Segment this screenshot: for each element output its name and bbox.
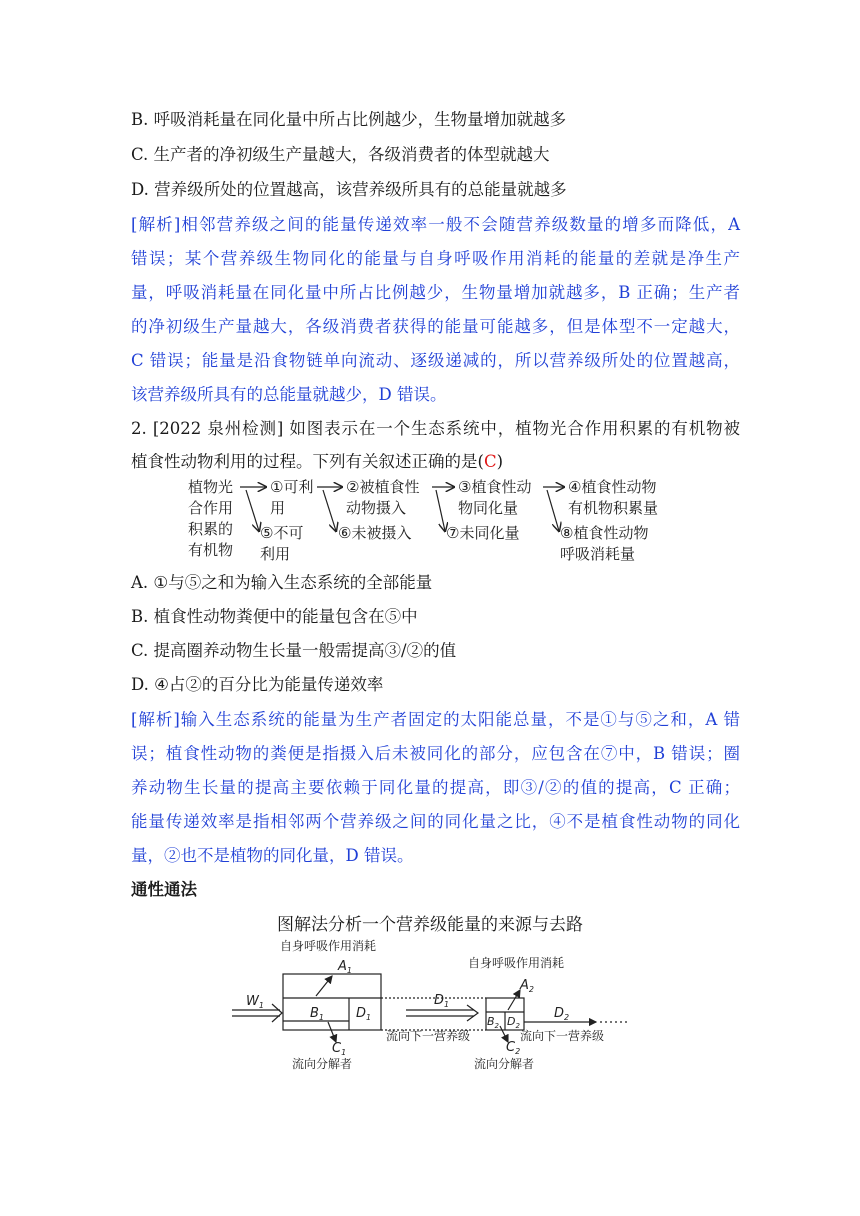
a1-arrow xyxy=(316,976,332,996)
q1-analysis-line: 的净初级生产量越大，各级消费者获得的能量可能越多，但是体型不一定越大， xyxy=(131,317,740,336)
a1-label: $A_1$ xyxy=(338,959,352,975)
flow-arrow xyxy=(547,490,559,531)
decomposer-label-2: 流向分解者 xyxy=(474,1057,535,1071)
flow-node-5b: 利用 xyxy=(260,545,291,563)
decomposer-label-1: 流向分解者 xyxy=(292,1057,353,1071)
flow-node-1b: 用 xyxy=(270,499,286,517)
flow-start-3: 积累的 xyxy=(188,520,234,538)
d2-box-label: $D_2$ xyxy=(507,1015,520,1030)
flow-node-3b: 物同化量 xyxy=(458,499,519,517)
flow-start-1: 植物光 xyxy=(188,478,234,496)
flow-node-2a: ②被植食性 xyxy=(346,478,420,496)
q2-analysis-line: 量，②也不是植物的同化量，D 错误。 xyxy=(131,846,414,865)
flow-node-5a: ⑤不可 xyxy=(260,524,304,542)
flow-node-3a: ③植食性动 xyxy=(458,478,532,496)
flow-node-4a: ④植食性动物 xyxy=(568,478,657,496)
d1-arrow-label: $D_1$ xyxy=(434,993,450,1009)
q1-analysis-line: 量，呼吸消耗量在同化量中所占比例越少，生物量增加就越多，B 正确；生产者 xyxy=(131,283,740,302)
flow-node-4b: 有机物积累量 xyxy=(568,499,659,517)
b2-label: $B_2$ xyxy=(487,1015,500,1030)
q2-stem-close: ) xyxy=(496,452,503,471)
w1-arrowhead xyxy=(272,1004,282,1022)
d1-box-label: $D_1$ xyxy=(356,1006,372,1022)
flow-start-2: 合作用 xyxy=(188,499,234,517)
next-level-label-1: 流向下一营养级 xyxy=(386,1029,471,1043)
q1-option-c: C. 生产者的净初级生产量越大，各级消费者的体型就越大 xyxy=(131,145,550,164)
q1-option-b: B. 呼吸消耗量在同化量中所占比例越少，生物量增加就越多 xyxy=(131,110,567,129)
flow-arrow xyxy=(436,490,445,531)
flow-node-2b: 动物摄入 xyxy=(346,499,407,517)
flow-node-8b: 呼吸消耗量 xyxy=(560,545,636,563)
c1-label: $C_1$ xyxy=(332,1041,347,1057)
energy-flow-figure xyxy=(228,934,648,1074)
a2-label: $A_2$ xyxy=(520,978,534,994)
q2-option-a: A. ①与⑤之和为输入生态系统的全部能量 xyxy=(131,573,433,592)
q1-analysis-line: C 错误；能量是沿食物链单向流动、逐级递减的，所以营养级所处的位置越高， xyxy=(131,351,740,370)
q2-flow-diagram xyxy=(180,476,690,568)
flow-node-8a: ⑧植食性动物 xyxy=(560,524,649,542)
b1-label: $B_1$ xyxy=(310,1006,325,1022)
q1-option-d: D. 营养级所处的位置越高，该营养级所具有的总能量就越多 xyxy=(131,180,567,199)
w1-label: $W_1$ xyxy=(246,994,264,1010)
figure-caption: 图解法分析一个营养级能量的来源与去路 xyxy=(277,915,583,935)
q2-option-d: D. ④占②的百分比为能量传递效率 xyxy=(131,675,384,694)
flow-node-1a: ①可利 xyxy=(270,478,314,496)
q2-stem-line-2 xyxy=(131,451,740,473)
c2-label: $C_2$ xyxy=(506,1040,521,1056)
q2-analysis-line: [解析]输入生态系统的能量为生产者固定的太阳能总量，不是①与⑤之和，A 错 xyxy=(131,710,740,729)
section-title: 通性通法 xyxy=(131,880,197,899)
c1-arrow xyxy=(328,1022,336,1042)
q1-analysis-line: [解析]相邻营养级之间的能量传递效率一般不会随营养级数量的增多而降低，A xyxy=(131,215,740,234)
next-level-label-2: 流向下一营养级 xyxy=(520,1029,605,1043)
flow-arrow xyxy=(246,490,259,531)
q2-analysis-line: 误；植食性动物的粪便是指摄入后未被同化的部分，应包含在⑦中，B 错误；圈 xyxy=(131,744,740,763)
respiration-label-2: 自身呼吸作用消耗 xyxy=(468,956,565,970)
q2-analysis-line: 养动物生长量的提高主要依赖于同化量的提高，即③/②的值的提高，C 正确； xyxy=(131,778,740,797)
q2-stem-line-1: 2. [2022 泉州检测] 如图表示在一个生态系统中，植物光合作用积累的有机物被 xyxy=(131,419,740,438)
d2-arrow-label: $D_2$ xyxy=(554,1006,570,1022)
flow-node-6: ⑥未被摄入 xyxy=(338,524,412,542)
respiration-label-1: 自身呼吸作用消耗 xyxy=(280,939,377,953)
q2-stem-text: 植食性动物利用的过程。下列有关叙述正确的是( xyxy=(131,452,484,471)
q1-analysis-line: 错误；某个营养级生物同化的能量与自身呼吸作用消耗的能量的差就是净生产 xyxy=(131,249,740,268)
a2-arrow xyxy=(508,990,520,1010)
q2-analysis-line: 能量传递效率是指相邻两个营养级之间的同化量之比，④不是植食性动物的同化 xyxy=(131,812,740,831)
q2-option-c: C. 提高圈养动物生长量一般需提高③/②的值 xyxy=(131,641,457,660)
q2-option-b: B. 植食性动物粪便中的能量包含在⑤中 xyxy=(131,607,418,626)
q1-analysis-line: 该营养级所具有的总能量就越少，D 错误。 xyxy=(131,385,447,404)
flow-arrow xyxy=(323,490,336,531)
d1-arrowhead xyxy=(467,1005,478,1021)
flow-node-7: ⑦未同化量 xyxy=(446,524,520,542)
flow-start-4: 有机物 xyxy=(188,541,234,559)
q2-answer: C xyxy=(483,452,497,471)
